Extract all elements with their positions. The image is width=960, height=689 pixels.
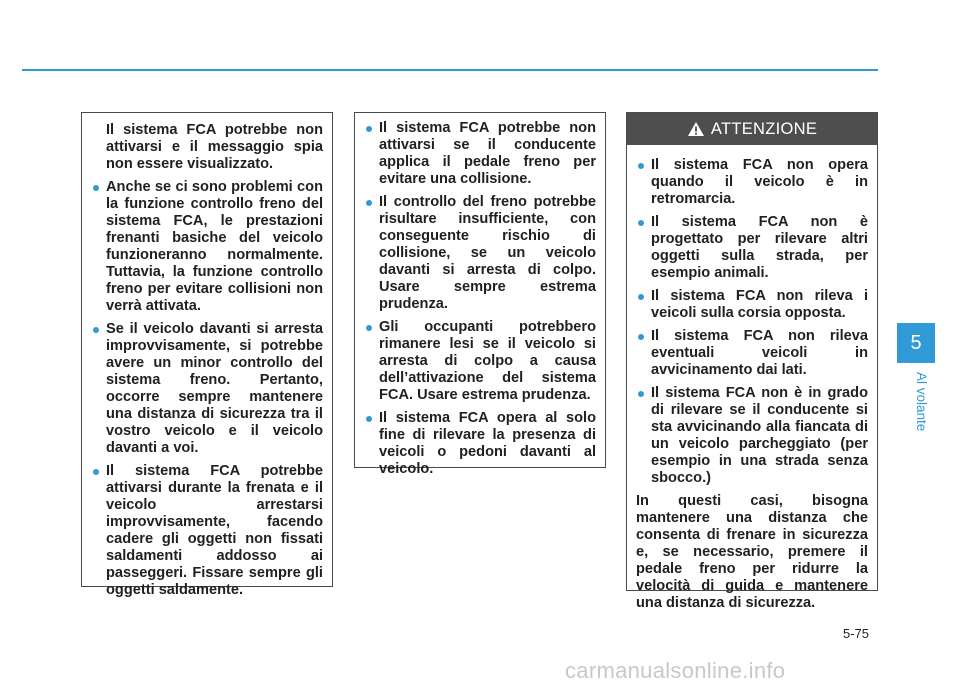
list-item: Il sistema FCA non opera quando il veicolo è in retromarcia. <box>636 157 868 208</box>
caution-title: ATTENZIONE <box>710 119 818 138</box>
list-item: Il sistema FCA opera al solo fine di rilevare la presenza di veicoli o pedoni davanti al veicolo. <box>364 410 596 478</box>
bullet-list-left <box>91 179 323 599</box>
chapter-label: Al volante <box>914 372 929 432</box>
bullet-dot-icon <box>93 327 99 333</box>
page-number: 5-75 <box>843 626 870 641</box>
bullet-list-middle <box>364 120 596 478</box>
bullet-dot-icon <box>638 220 644 226</box>
list-item: Il sistema FCA potrebbe non attivarsi se il conducente applica il pedale freno per evitare una collisione. <box>364 120 596 188</box>
bullet-dot-icon <box>638 334 644 340</box>
watermark: carmanualsonline.info <box>565 658 786 683</box>
list-item: Se il veicolo davanti si arresta improvvisamente, si potrebbe avere un minor controllo del sistema freno. Pertanto, occorre sempre mantenere una distanza di sicurezza tra il vostro veicolo e il veicolo davanti a voi. <box>91 321 323 457</box>
caution-box <box>626 112 878 611</box>
caution-header <box>627 113 877 145</box>
bullet-dot-icon <box>638 391 644 397</box>
caution-body <box>627 145 877 612</box>
list-item: Il sistema FCA non è in grado di rilevare se il conducente si sta avvicinando alla fiancata di un veicolo parcheggiato (per esempio in una strada senza sbocco.) <box>636 385 868 487</box>
caution-closing: In questi casi, bisogna mantenere una distanza che consenta di frenare in sicurezza e, se necessario, premere il pedale freno per ridurre la velocità di guida e mantenere una distanza di sicurezza. <box>636 493 868 611</box>
bullet-dot-icon <box>93 469 99 475</box>
list-item: Il sistema FCA non è progettato per rilevare altri oggetti sulla strada, per esempio animali. <box>636 214 868 282</box>
intro-paragraph: Il sistema FCA potrebbe non attivarsi e il messaggio spia non essere visualizzato. <box>106 122 323 172</box>
bullet-list-caution <box>636 157 868 487</box>
list-item: Il sistema FCA non rileva eventuali veicoli in avvicinamento dai lati. <box>636 328 868 379</box>
bullet-dot-icon <box>366 126 372 132</box>
list-item: Il controllo del freno potrebbe risultare insufficiente, con conseguente rischio di collisione, se un veicolo davanti si arresta di colpo. Usare sempre estrema prudenza. <box>364 194 596 313</box>
bullet-dot-icon <box>638 294 644 300</box>
bullet-dot-icon <box>93 185 99 191</box>
text-box-left <box>81 112 333 598</box>
bullet-dot-icon <box>366 200 372 206</box>
list-item: Il sistema FCA non rileva i veicoli sulla corsia opposta. <box>636 288 868 322</box>
text-box-middle <box>354 112 606 477</box>
top-rule <box>22 69 878 71</box>
warning-triangle-icon <box>687 121 705 137</box>
list-item: Gli occupanti potrebbero rimanere lesi se il veicolo si arresta di colpo a causa dell’attivazione del sistema FCA. Usare estrema prudenza. <box>364 319 596 404</box>
bullet-dot-icon <box>366 416 372 422</box>
chapter-tab <box>897 323 935 363</box>
chapter-number: 5 <box>910 331 922 354</box>
list-item: Anche se ci sono problemi con la funzione controllo freno del sistema FCA, le prestazioni frenanti basiche del veicolo funzioneranno normalmente. Tuttavia, la funzione controllo freno per evitare collisioni non verrà attivata. <box>91 179 323 315</box>
bullet-dot-icon <box>366 325 372 331</box>
bullet-dot-icon <box>638 163 644 169</box>
list-item: Il sistema FCA potrebbe attivarsi durante la frenata e il veicolo arrestarsi improvvisamente, facendo cadere gli oggetti non fissati saldamenti addosso ai passeggeri. Fissare sempre gli oggetti saldamente. <box>91 463 323 599</box>
